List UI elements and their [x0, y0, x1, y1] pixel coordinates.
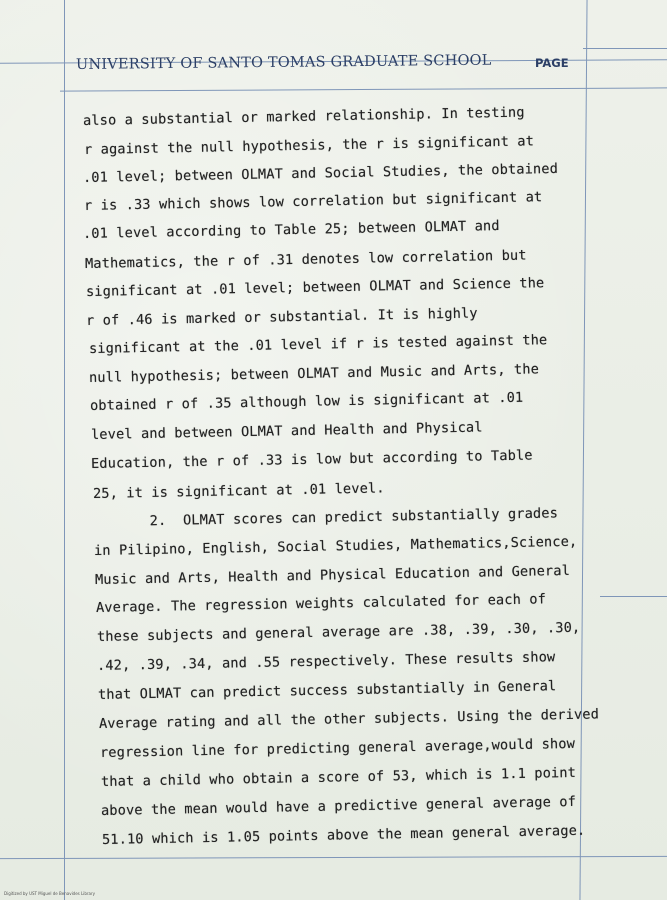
text-line: also a substantial or marked relationship. In testing	[82, 104, 525, 129]
text-line: 25, it is significant at .01 level.	[92, 480, 385, 502]
text-line: significant at the .01 level if r is tested against the	[88, 332, 548, 357]
text-line: r against the null hypothesis, the r is significant at	[83, 133, 535, 158]
text-line: level and between OLMAT and Health and Physical	[90, 419, 483, 443]
text-line: null hypothesis; between OLMAT and Music and Arts, the	[88, 361, 540, 386]
text-line: .01 level; between OLMAT and Social Studies, the obtained	[82, 160, 559, 186]
text-line: regression line for predicting general average,would show	[99, 735, 576, 761]
text-line: r is .33 which shows low correlation but significant at	[83, 189, 543, 214]
text-line: that OLMAT can predict success substantially in General	[97, 678, 557, 703]
text-line: .01 level according to Table 25; between OLMAT and	[82, 218, 500, 242]
text-line: .42, .39, .34, and .55 respectively. These results show	[96, 649, 556, 674]
institution-header: UNIVERSITY OF SANTO TOMAS GRADUATE SCHOOL	[75, 52, 492, 73]
text-line: Mathematics, the r of .31 denotes low correlation but	[84, 247, 527, 272]
text-line: in Pilipino, English, Social Studies, Mathematics,Science,	[93, 533, 578, 559]
text-line: obtained r of .35 although low is significant at .01	[89, 389, 524, 414]
page-label: PAGE	[535, 56, 569, 70]
text-line: Music and Arts, Health and Physical Education and General	[94, 562, 571, 588]
text-line: Average rating and all the other subjects. Using the derived	[98, 706, 600, 732]
text-line: Average. The regression weights calculated for each of	[95, 591, 547, 616]
text-line: 2. OLMAT scores can predict substantially grades	[107, 505, 559, 530]
text-line: 51.10 which is 1.05 points above the mean general average.	[101, 822, 586, 848]
text-line: Education, the r of .33 is low but according to Table	[90, 447, 533, 472]
text-line: above the mean would have a predictive general average of	[100, 793, 577, 819]
text-line: that a child who obtain a score of 53, which is 1.1 point	[100, 764, 577, 790]
digitization-note: Digitized by UST Miguel de Benavides Library	[4, 891, 96, 896]
text-line: significant at .01 level; between OLMAT and Science the	[85, 275, 545, 300]
text-line: r of .46 is marked or substantial. It is highly	[85, 305, 478, 329]
text-line: these subjects and general average are .38, .39, .30, .30,	[96, 619, 581, 645]
